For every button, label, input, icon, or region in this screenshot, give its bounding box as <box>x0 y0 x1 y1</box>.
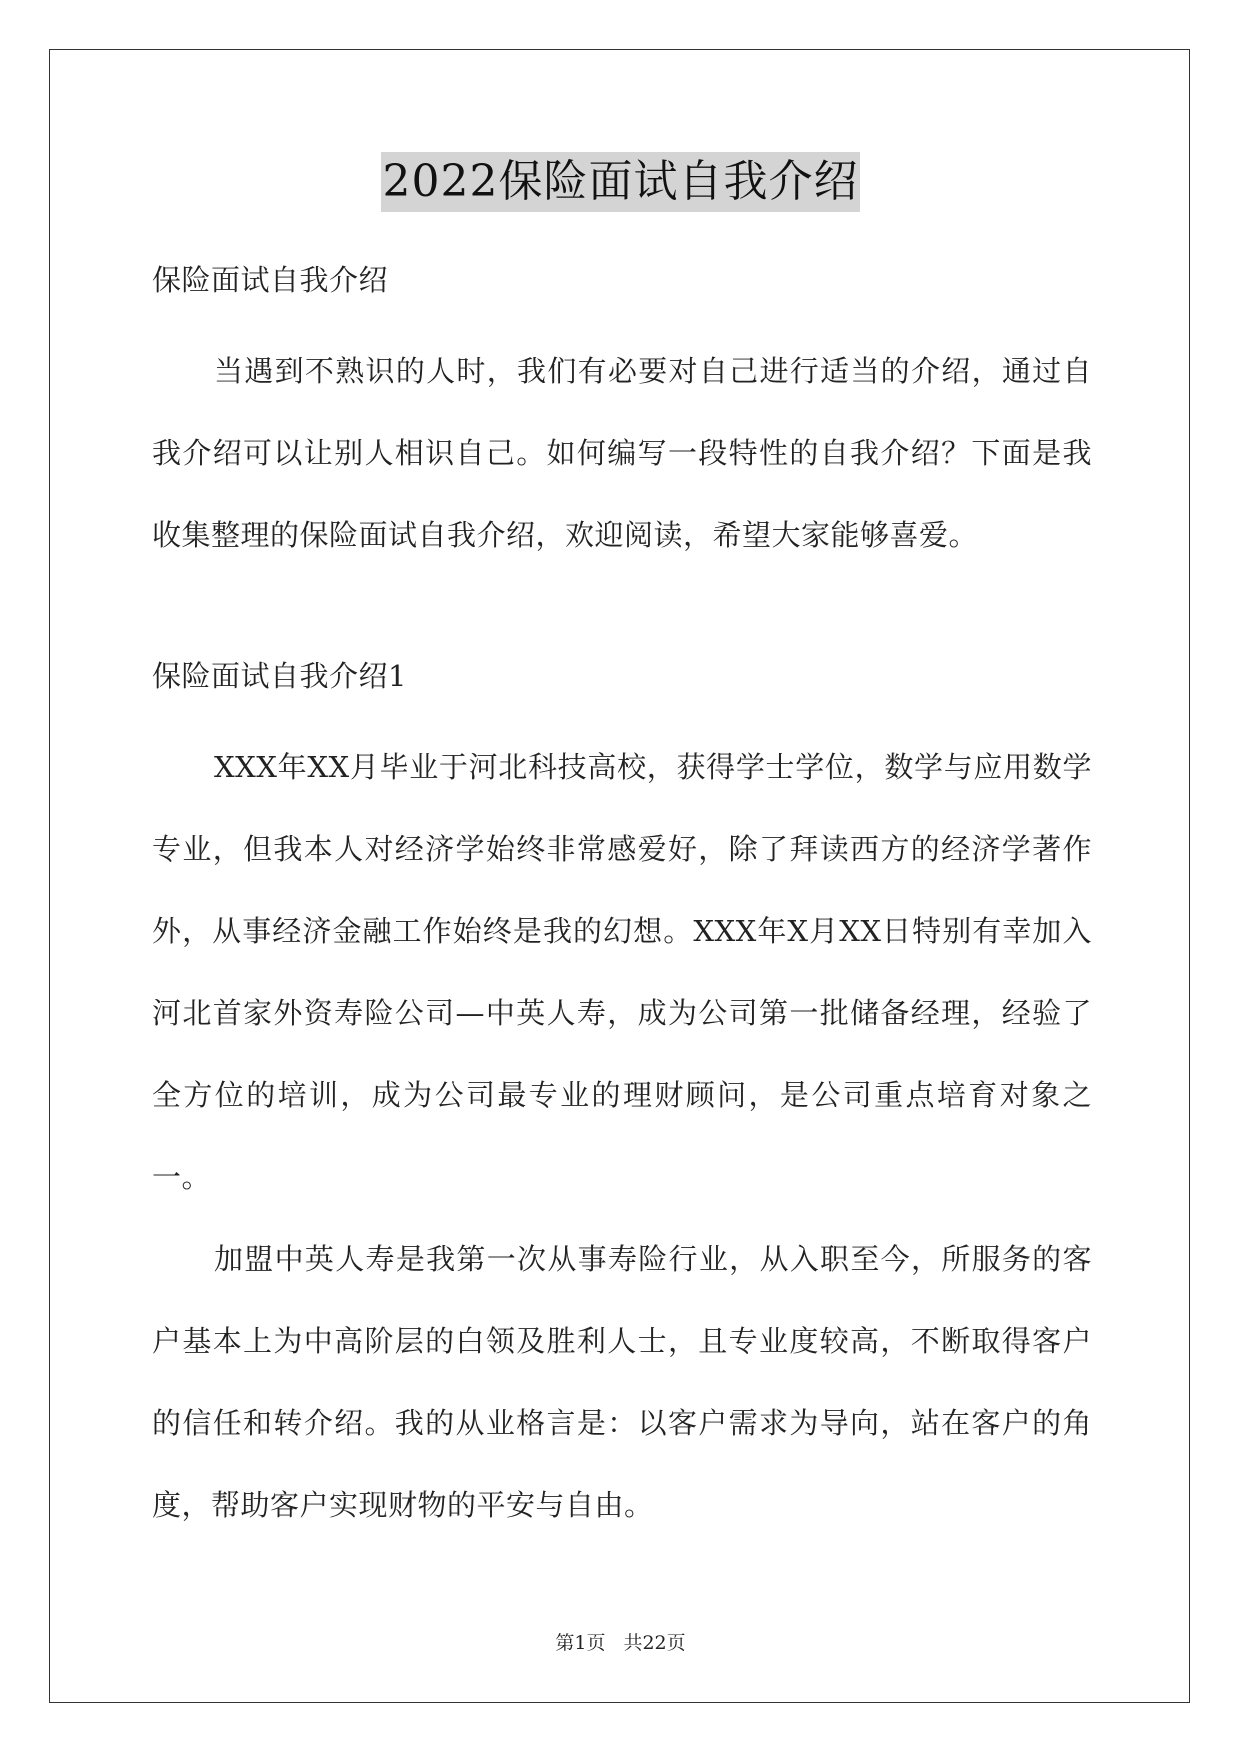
document-title: 2022保险面试自我介绍 <box>381 152 861 212</box>
document-body <box>152 250 1092 1546</box>
page-total: 共22页 <box>623 1632 686 1654</box>
body-paragraph-1: XXX年XX月毕业于河北科技高校，获得学士学位，数学与应用数学专业，但我本人对经济学始终非常感爱好，除了拜读西方的经济学著作外，从事经济金融工作始终是我的幻想。XXX年X月XX日特别有幸加入河北首家外资寿险公司—中英人寿，成为公司第一批储备经理，经验了全方位的培训，成为公司最专业的理财顾问，是公司重点培育对象之一。 <box>152 750 1092 1194</box>
title-container <box>0 152 1241 212</box>
intro-paragraph: 当遇到不熟识的人时，我们有必要对自己进行适当的介绍，通过自我介绍可以让别人相识自己。如何编写一段特性的自我介绍？下面是我收集整理的保险面试自我介绍，欢迎阅读，希望大家能够喜爱。 <box>152 354 1092 552</box>
subtitle: 保险面试自我介绍 <box>152 263 389 297</box>
page-number: 第1页 <box>555 1632 606 1654</box>
page-footer <box>0 1628 1241 1655</box>
section-heading: 保险面试自我介绍1 <box>152 659 407 693</box>
section-spacer <box>152 576 1092 646</box>
body-paragraph-2: 加盟中英人寿是我第一次从事寿险行业，从入职至今，所服务的客户基本上为中高阶层的白领及胜利人士，且专业度较高，不断取得客户的信任和转介绍。我的从业格言是：以客户需求为导向，站在客户的角度，帮助客户实现财物的平安与自由。 <box>152 1242 1092 1522</box>
